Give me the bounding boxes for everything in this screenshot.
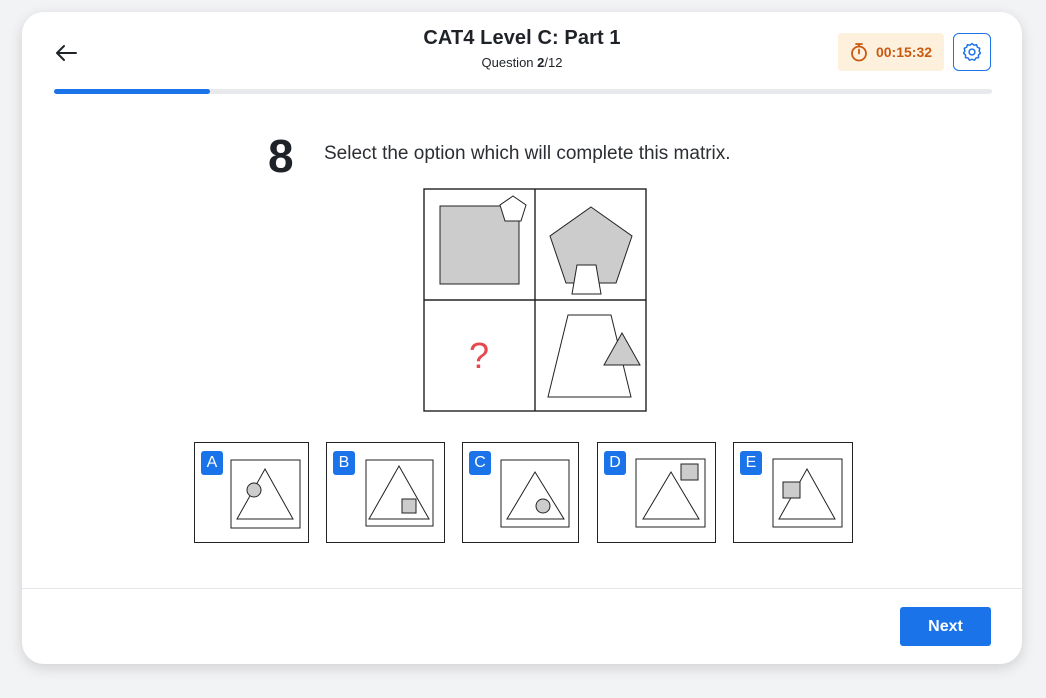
option-b[interactable] (326, 442, 445, 543)
option-a[interactable] (194, 442, 309, 543)
option-letter: A (201, 451, 223, 475)
timer-text: 00:15:32 (875, 44, 933, 60)
option-letter: C (469, 451, 491, 475)
quiz-card (22, 12, 1022, 664)
option-letter: D (604, 451, 626, 475)
option-c[interactable] (462, 442, 579, 543)
progress-bar (54, 89, 992, 94)
question-number: 8 (268, 130, 294, 182)
stopwatch-icon (850, 42, 868, 62)
footer-divider (22, 588, 1022, 589)
question-text: Select the option which will complete this matrix. (324, 143, 731, 164)
gear-icon (961, 41, 983, 63)
next-button[interactable]: Next (900, 607, 991, 646)
answer-options (22, 442, 1022, 544)
missing-cell-question-mark: ? (468, 335, 490, 376)
question-current: 2 (537, 55, 545, 70)
timer-badge (838, 33, 944, 71)
progress-fill (54, 89, 210, 94)
question-label: Question (481, 55, 534, 70)
option-letter: B (333, 451, 355, 475)
settings-button[interactable] (953, 33, 991, 71)
matrix-cell-top-left (440, 196, 526, 284)
trapezoid-shape (572, 265, 601, 294)
option-d[interactable] (597, 442, 716, 543)
matrix-cell-bottom-left (469, 335, 489, 376)
option-e[interactable] (733, 442, 853, 543)
option-letter: E (740, 451, 762, 475)
question-total: /12 (544, 55, 563, 70)
puzzle-matrix (423, 188, 647, 412)
quiz-title: CAT4 Level C: Part 1 (423, 27, 621, 49)
